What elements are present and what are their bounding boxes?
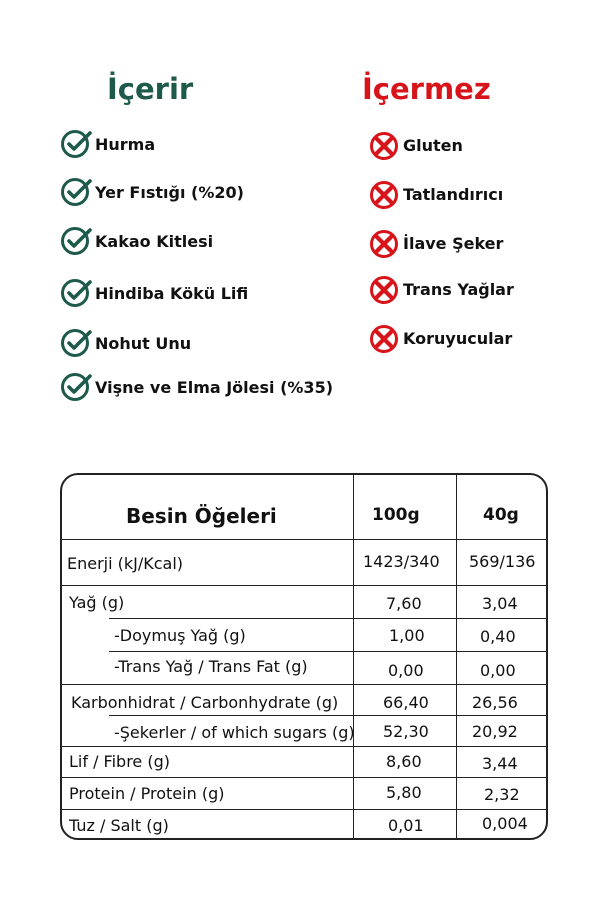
row-value-40g: 3,44 <box>482 754 518 773</box>
not-contains-item <box>368 273 514 305</box>
not-contains-item-label: Gluten <box>403 135 463 155</box>
row-value-40g: 0,004 <box>482 814 528 833</box>
contains-item-label: Nohut Unu <box>95 333 192 353</box>
row-value-40g: 20,92 <box>472 722 518 741</box>
row-value-40g: 569/136 <box>469 552 536 571</box>
not-contains-heading: İçermez <box>362 72 491 106</box>
contains-item-label: Vişne ve Elma Jölesi (%35) <box>95 377 334 397</box>
row-value-100g: 0,01 <box>388 816 424 835</box>
row-value-100g: 0,00 <box>388 661 424 680</box>
not-contains-item-label: Koruyucular <box>403 328 513 348</box>
contains-item <box>60 371 333 403</box>
row-value-100g: 7,60 <box>386 594 422 613</box>
contains-item <box>60 327 191 359</box>
row-value-100g: 8,60 <box>386 752 422 771</box>
not-contains-item <box>368 227 503 259</box>
row-label: -Doymuş Yağ (g) <box>114 626 246 645</box>
x-circle-icon <box>368 322 400 354</box>
x-circle-icon <box>368 129 400 161</box>
x-circle-icon <box>368 178 400 210</box>
not-contains-item-label: Tatlandırıcı <box>403 184 504 204</box>
row-value-40g: 0,40 <box>480 627 516 646</box>
row-label: -Trans Yağ / Trans Fat (g) <box>114 657 308 676</box>
contains-heading: İçerir <box>107 72 194 106</box>
check-circle-icon <box>60 371 92 403</box>
check-circle-icon <box>60 176 92 208</box>
contains-item-label: Hurma <box>95 134 156 154</box>
contains-item <box>60 225 213 257</box>
row-value-40g: 3,04 <box>482 594 518 613</box>
row-value-40g: 26,56 <box>472 693 518 712</box>
check-circle-icon <box>60 225 92 257</box>
row-value-40g: 2,32 <box>484 785 520 804</box>
row-value-100g: 1423/340 <box>363 552 440 571</box>
not-contains-item-label: İlave Şeker <box>403 233 504 253</box>
row-label: Yağ (g) <box>69 593 125 612</box>
row-value-100g: 5,80 <box>386 783 422 802</box>
contains-item-label: Hindiba Kökü Lifi <box>95 283 249 303</box>
row-value-100g: 1,00 <box>389 626 425 645</box>
row-label: Lif / Fibre (g) <box>69 752 170 771</box>
x-circle-icon <box>368 273 400 305</box>
row-label: Tuz / Salt (g) <box>69 816 169 835</box>
not-contains-item <box>368 178 503 210</box>
x-circle-icon <box>368 227 400 259</box>
nutrition-table <box>60 473 548 840</box>
row-value-100g: 66,40 <box>383 693 429 712</box>
not-contains-item-label: Trans Yağlar <box>403 279 514 299</box>
not-contains-item <box>368 322 512 354</box>
nutrition-title: Besin Öğeleri <box>126 504 277 528</box>
contains-item <box>60 128 155 160</box>
contains-item-label: Kakao Kitlesi <box>95 231 214 251</box>
row-label: Protein / Protein (g) <box>69 784 225 803</box>
row-label: Enerji (kJ/Kcal) <box>67 554 184 573</box>
check-circle-icon <box>60 277 92 309</box>
row-label: Karbonhidrat / Carbonhydrate (g) <box>71 693 339 712</box>
row-value-100g: 52,30 <box>383 722 429 741</box>
check-circle-icon <box>60 128 92 160</box>
not-contains-item <box>368 129 463 161</box>
contains-item <box>60 277 248 309</box>
row-label: -Şekerler / of which sugars (g) <box>114 723 355 742</box>
contains-item-label: Yer Fıstığı (%20) <box>95 182 244 202</box>
check-circle-icon <box>60 327 92 359</box>
column-40g: 40g <box>483 505 519 525</box>
contains-item <box>60 176 244 208</box>
column-100g: 100g <box>372 505 420 525</box>
row-value-40g: 0,00 <box>480 661 516 680</box>
